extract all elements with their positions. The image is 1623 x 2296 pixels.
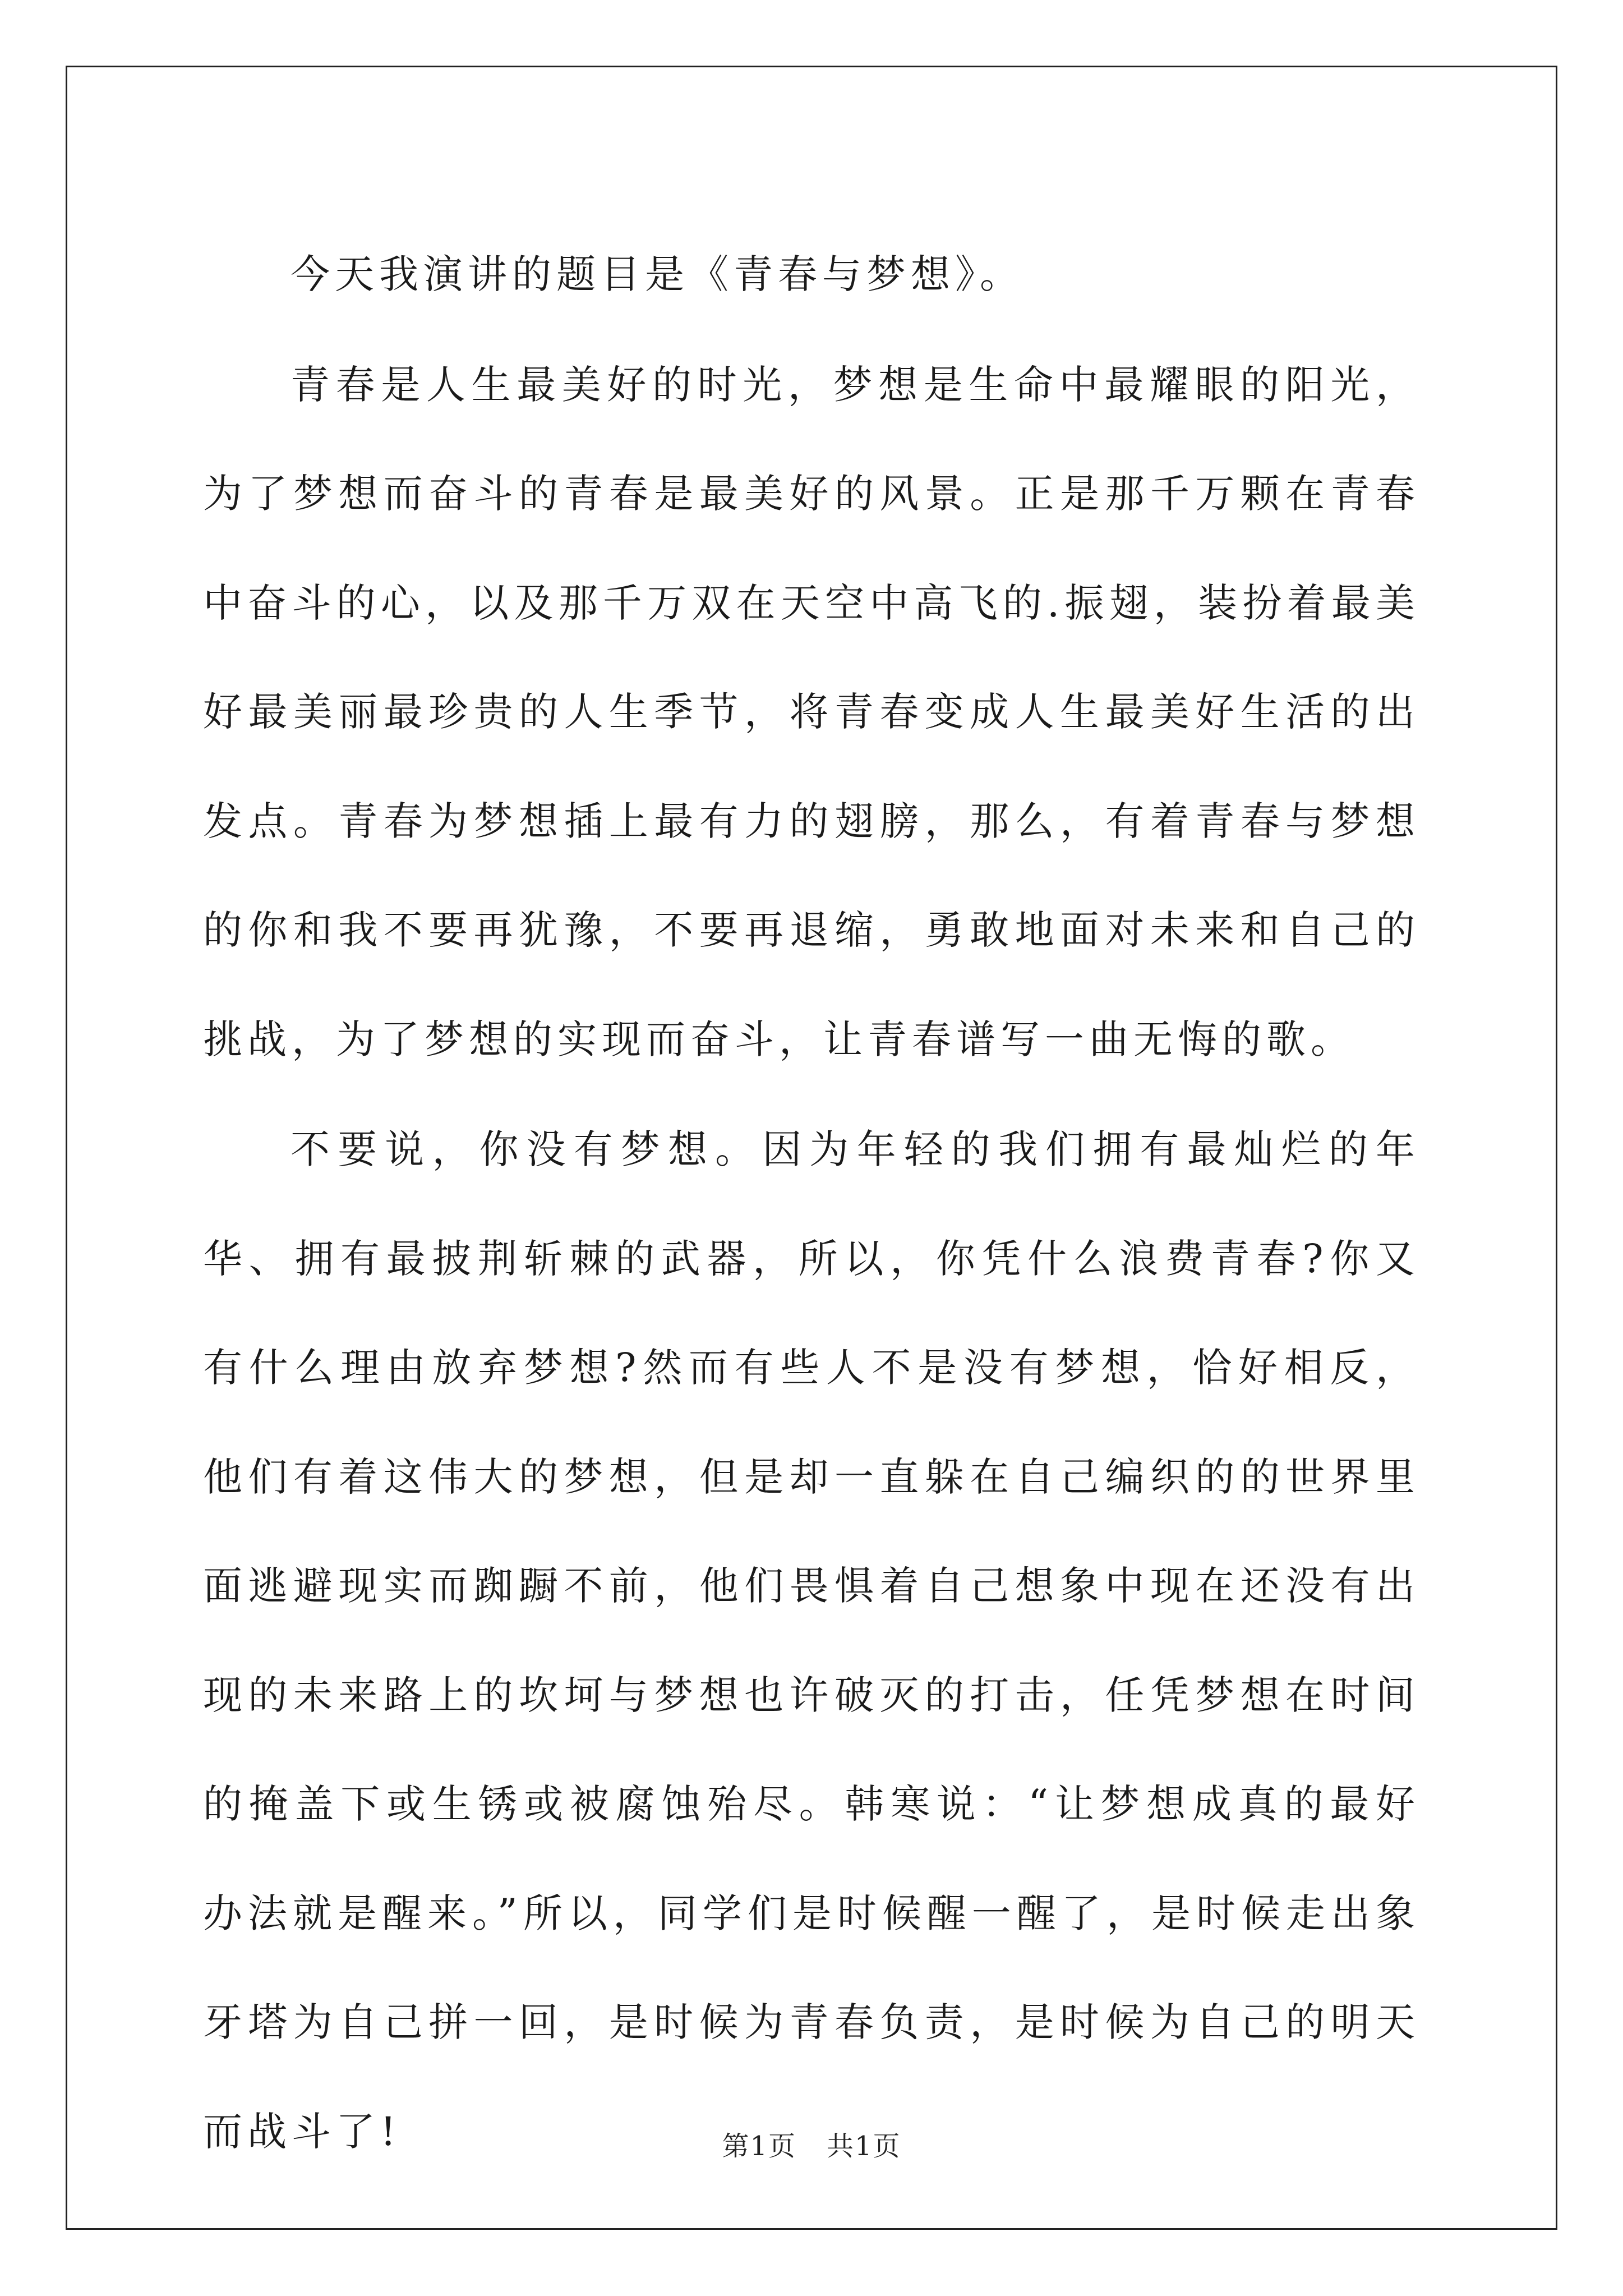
- page-footer: [0, 2129, 1623, 2163]
- page-number-current: 第1页: [722, 2131, 796, 2162]
- page-number-total: 共1页: [827, 2131, 901, 2162]
- paragraph-title-intro: 今天我演讲的题目是《青春与梦想》。: [291, 251, 1024, 297]
- document-body: [203, 220, 1420, 2187]
- paragraph-youth-dreams: 青春是人生最美好的时光，梦想是生命中最耀眼的阳光，为了梦想而奋斗的青春是最美好的风景。正是那千万颗在青春中奋斗的心，以及那千万双在天空中高飞的.振翅，装扮着最美好最美丽最珍贵的人生季节，将青春变成人生最美好生活的出发点。青春为梦想插上最有力的翅膀，那么，有着青春与梦想的你和我不要再犹豫，不要再退缩，勇敢地面对未来和自己的挑战，为了梦想的实现而奋斗，让青春谱写一曲无悔的歌。: [203, 361, 1420, 1062]
- paragraph-wake-up: 不要说，你没有梦想。因为年轻的我们拥有最灿烂的年华、拥有最披荆斩棘的武器，所以，你凭什么浪费青春?你又有什么理由放弃梦想?然而有些人不是没有梦想，恰好相反，他们有着这伟大的梦想，但是却一直躲在自己编织的的世界里面逃避现实而踟蹰不前，他们畏惧着自己想象中现在还没有出现的未来路上的坎坷与梦想也许破灭的打击，任凭梦想在时间的掩盖下或生锈或被腐蚀殆尽。韩寒说：“让梦想成真的最好办法就是醒来。”所以，同学们是时候醒一醒了，是时候走出象牙塔为自己拼一回，是时候为青春负责，是时候为自己的明天而战斗了!: [203, 1126, 1420, 2155]
